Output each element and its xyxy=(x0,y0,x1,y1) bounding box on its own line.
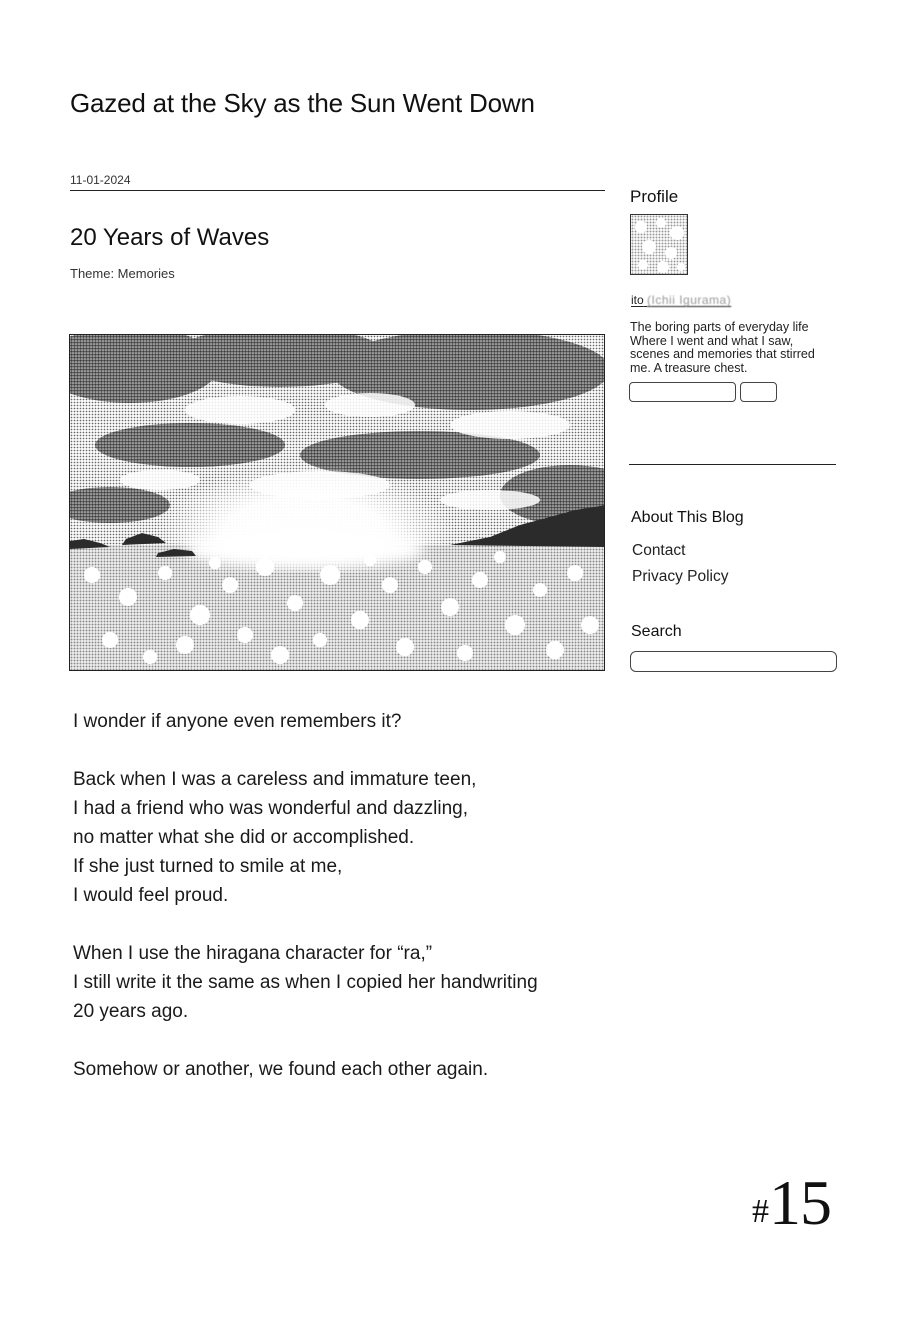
post-paragraph xyxy=(73,1055,613,1084)
post-paragraph xyxy=(73,939,613,1026)
post-line: Back when I was a careless and immature teen, xyxy=(73,769,477,790)
profile-bio: The boring parts of everyday life Where I went and what I saw, scenes and memories that stirred me. A treasure chest. xyxy=(630,320,815,375)
post-paragraph xyxy=(73,765,613,910)
page-number-value: 15 xyxy=(769,1167,831,1238)
sidebar-divider xyxy=(629,464,836,465)
post-line: no matter what she did or accomplished. xyxy=(73,827,415,848)
post-line: I would feel proud. xyxy=(73,885,229,906)
post-theme[interactable]: Theme: Memories xyxy=(70,266,175,281)
privacy-policy-link[interactable]: Privacy Policy xyxy=(632,568,729,585)
post-line: Somehow or another, we found each other again. xyxy=(73,1059,489,1080)
post-line: I still write it the same as when I copied her handwriting xyxy=(73,972,538,993)
profile-name-visible: ito xyxy=(631,293,644,307)
profile-secondary-button[interactable] xyxy=(740,382,777,402)
contact-link[interactable]: Contact xyxy=(632,542,686,559)
blog-title[interactable]: Gazed at the Sky as the Sun Went Down xyxy=(70,88,535,118)
post-line: I had a friend who was wonderful and dazzling, xyxy=(73,798,469,819)
about-blog-heading: About This Blog xyxy=(631,509,744,526)
post-date: 11-01-2024 xyxy=(70,173,131,187)
post-line: If she just turned to smile at me, xyxy=(73,856,343,877)
page-number-hash: # xyxy=(752,1193,769,1230)
post-title[interactable]: 20 Years of Waves xyxy=(70,224,270,251)
profile-name-obscured: (Ichii Igurama) xyxy=(647,293,732,307)
page-number xyxy=(752,1168,831,1247)
search-heading: Search xyxy=(631,623,682,640)
avatar[interactable] xyxy=(630,214,688,275)
search-input[interactable] xyxy=(630,651,837,672)
post-line: When I use the hiragana character for “ra,” xyxy=(73,943,433,964)
sunset-over-sea-image xyxy=(69,334,605,671)
profile-name-link[interactable] xyxy=(631,293,731,307)
profile-heading: Profile xyxy=(630,187,679,206)
date-divider xyxy=(70,190,605,191)
follow-button[interactable] xyxy=(629,382,736,402)
post-line: I wonder if anyone even remembers it? xyxy=(73,711,402,732)
post-line: 20 years ago. xyxy=(73,1001,189,1022)
post-body xyxy=(73,707,613,1113)
post-paragraph xyxy=(73,707,613,736)
